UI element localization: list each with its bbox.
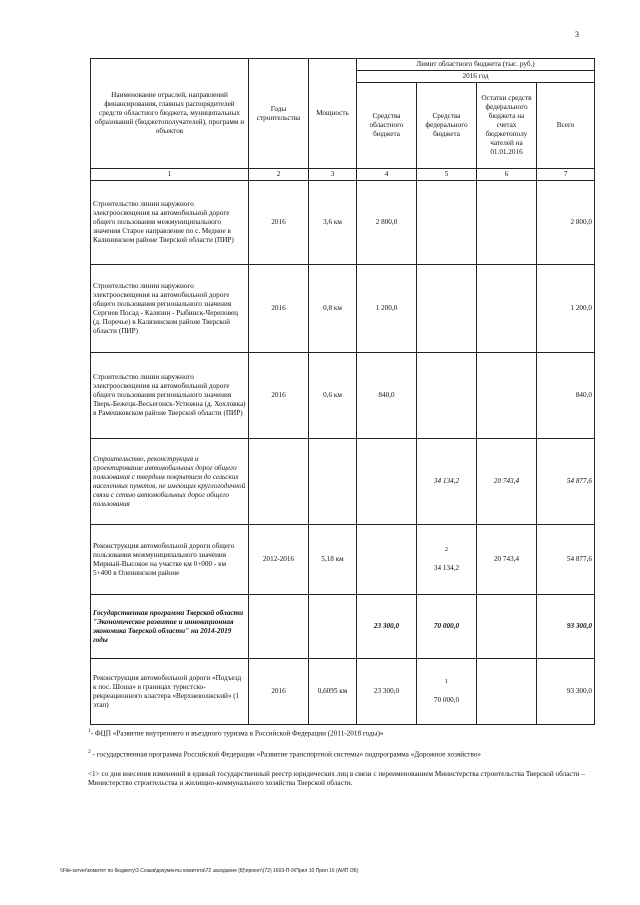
- header-remaining: Остатки средств федерального бюджета на счетах бюджетополу чателей на 01.01.2016: [477, 83, 537, 169]
- row-capacity: 3,6 км: [309, 181, 357, 265]
- row-remaining: [477, 659, 537, 725]
- col-number: 2: [249, 169, 309, 181]
- row-federal: 70 000,0: [433, 696, 460, 705]
- row-federal: 34 134,2: [417, 439, 477, 525]
- budget-table: [90, 58, 595, 725]
- col-number: 4: [357, 169, 417, 181]
- footnote-text: - ФЦП «Развитие внутреннего и въездного туризма в Российской Федерации (2011-2018 годы)»: [90, 729, 384, 738]
- row-years: 2016: [249, 353, 309, 439]
- row-total: 840,0: [537, 353, 595, 439]
- row-regional: [357, 439, 417, 525]
- row-total: 2 800,0: [537, 181, 595, 265]
- row-years: 2016: [249, 265, 309, 353]
- col-number: 5: [417, 169, 477, 181]
- header-years: Годы строительства: [249, 59, 309, 169]
- row-regional: 23 300,0: [357, 595, 417, 659]
- row-total: 93 300,0: [537, 595, 595, 659]
- row-years: [249, 595, 309, 659]
- row-regional: 23 300,0: [357, 659, 417, 725]
- header-name: Наименование отраслей, направлений финансирования, главных распорядителей средств областного бюджета, муниципальных образований (бюджетополучателей), программ и объектов: [91, 59, 249, 169]
- row-remaining: 20 743,4: [477, 525, 537, 595]
- row-years: 2016: [249, 181, 309, 265]
- row-regional: 840,0: [357, 353, 417, 439]
- row-remaining: [477, 595, 537, 659]
- col-number: 1: [91, 169, 249, 181]
- page-number: 3: [575, 30, 579, 39]
- row-federal: 70 000,0: [417, 595, 477, 659]
- row-federal-cell: [417, 525, 477, 595]
- footnote-1: [88, 728, 588, 739]
- footnote-text: - государственная программа Российской Федерации «Развитие транспортной системы» подпрограмма «Дорожное хозяйство»: [92, 750, 481, 759]
- footnote-ref: 2: [444, 545, 449, 553]
- table-row: [91, 181, 595, 265]
- row-total: 54 877,6: [537, 525, 595, 595]
- row-name: Строительство линии наружного электроосвещения на автомобильной дороге общего пользования межмуниципального значения Старое направление по с. Медное в Калининском районе Тверской области (ПИР): [91, 181, 249, 265]
- row-name: Государственная программа Тверской области "Экономическое развитие и инновационная экономика Тверской области" на 2014-2019 годы: [91, 595, 249, 659]
- row-capacity: 5,18 км: [309, 525, 357, 595]
- row-federal: [417, 181, 477, 265]
- row-remaining: 20 743,4: [477, 439, 537, 525]
- footnote-mark: 2: [88, 748, 91, 755]
- row-capacity: 0,6095 км: [309, 659, 357, 725]
- table-row: [91, 659, 595, 725]
- col-number: 7: [537, 169, 595, 181]
- table-row: [91, 353, 595, 439]
- row-total: 54 877,6: [537, 439, 595, 525]
- table-row: [91, 525, 595, 595]
- row-capacity: [309, 595, 357, 659]
- row-name: Строительство линии наружного электроосвещения на автомобильной дороге общего пользования регионального значения Тверь-Бежецк-Весьегонск-Устюжна (д. Хохловка) в Рамешковском районе Тверской области (ПИР): [91, 353, 249, 439]
- row-federal: [417, 353, 477, 439]
- row-federal-cell: [417, 659, 477, 725]
- table-row: [91, 595, 595, 659]
- row-name: Реконструкция автомобильной дороги общего пользования межмуниципального значения Мирный-Высокое на участке км 0+000 - км 5+400 в Оленинском районе: [91, 525, 249, 595]
- row-remaining: [477, 181, 537, 265]
- row-remaining: [477, 265, 537, 353]
- row-capacity: 0,6 км: [309, 353, 357, 439]
- header-year: 2016 год: [357, 71, 595, 83]
- row-name: Строительство линии наружного электроосвещения на автомобильной дороге общего пользования регионального значения Сергиев Посад - Калязин - Рыбинск-Череповец (д. Поречье) в Калязинском районе Тверской области (ПИР): [91, 265, 249, 353]
- col-number: 6: [477, 169, 537, 181]
- row-regional: 2 800,0: [357, 181, 417, 265]
- header-federal: Средства федерального бюджета: [417, 83, 477, 169]
- row-remaining: [477, 353, 537, 439]
- row-regional: [357, 525, 417, 595]
- row-total: 93 300,0: [537, 659, 595, 725]
- row-federal: 34 134,2: [433, 564, 460, 573]
- row-capacity: [309, 439, 357, 525]
- file-path-footer: \\File-server\комитет по бюджету\3 Созыв\документы комитета\72 заседание (8)\проект\(72) 1603-П-9\Прил 10 Прил 16 (АИП ОБ): [60, 868, 359, 874]
- table-row: [91, 265, 595, 353]
- footnote-2: [88, 749, 588, 760]
- row-name: Строительство, реконструкция и проектирование автомобильных дорог общего пользования с твердым покрытием до сельских населенных пунктов, не имеющих круглогодичной связи с сетью автомобильных дорог общего пользования: [91, 439, 249, 525]
- row-capacity: 0,8 км: [309, 265, 357, 353]
- footnote-mark: 1: [88, 728, 91, 734]
- row-name: Реконструкция автомобильной дороги «Подъезд к пос. Шоша» в границах туристско-рекреационного кластера «Верхневолжский» (1 этап): [91, 659, 249, 725]
- footnote-3: <1> со дня внесения изменений в единый государственный реестр юридических лиц в связи с переименованием Министерства строительства Тверской области – Министерство строительства и жилищно-коммунального хозяйства Тверской области.: [88, 769, 585, 787]
- footnotes: [88, 728, 588, 798]
- row-years: 2016: [249, 659, 309, 725]
- footnote-ref: 1: [444, 677, 449, 685]
- header-capacity: Мощность: [309, 59, 357, 169]
- row-federal: [417, 265, 477, 353]
- table-row: [91, 439, 595, 525]
- row-total: 1 200,0: [537, 265, 595, 353]
- header-limit: Лимит областного бюджета (тыс. руб.): [357, 59, 595, 71]
- row-years: [249, 439, 309, 525]
- col-number: 3: [309, 169, 357, 181]
- row-regional: 1 200,0: [357, 265, 417, 353]
- header-regional: Средства областного бюджета: [357, 83, 417, 169]
- row-years: 2012-2016: [249, 525, 309, 595]
- header-total: Всего: [537, 83, 595, 169]
